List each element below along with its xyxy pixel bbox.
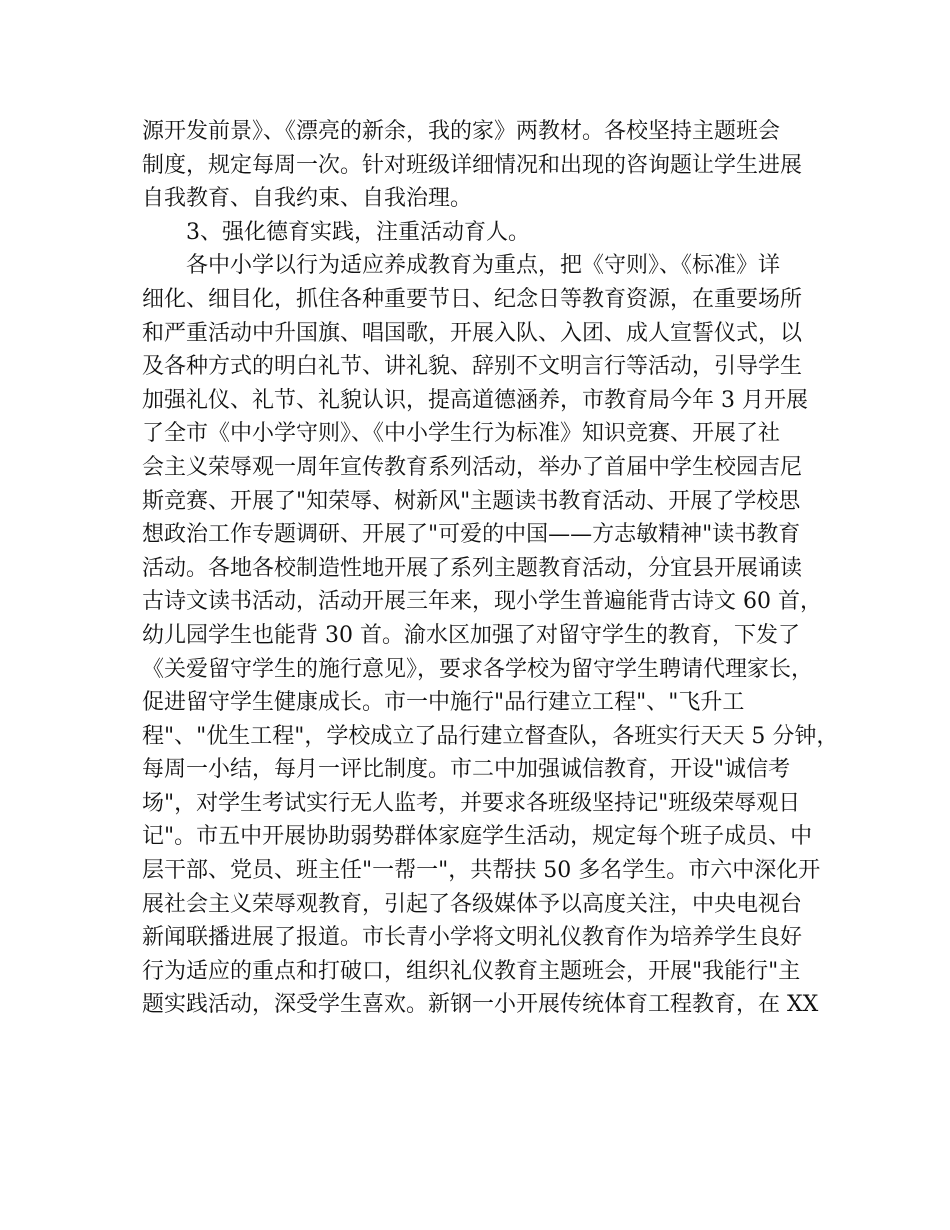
- text-line: 《关爱留守学生的施行意见》，要求各学校为留守学生聘请代理家长，: [142, 656, 814, 682]
- text-line: 幼儿园学生也能背 30 首。渝水区加强了对留守学生的教育，下发了: [142, 622, 800, 648]
- text-line: 细化、细目化，抓住各种重要节日、纪念日等教育资源，在重要场所: [142, 286, 803, 312]
- text-line: 记"。市五中开展协助弱势群体家庭学生活动，规定每个班子成员、中: [142, 824, 813, 850]
- text-line: 加强礼仪、礼节、礼貌认识，提高道德涵养，市教育局今年 3 月开展: [142, 387, 808, 413]
- text-line: 场"，对学生考试实行无人监考，并要求各班级坚持记"班级荣辱观日: [142, 790, 801, 816]
- text-line: 行为适应的重点和打破口，组织礼仪教育主题班会，开展"我能行"主: [142, 958, 801, 984]
- text-line: 想政治工作专题调研、开展了"可爱的中国——方志敏精神"读书教育: [142, 522, 801, 548]
- text-line: 及各种方式的明白礼节、讲礼貌、辞别不文明言行等活动，引导学生: [142, 354, 803, 380]
- text-line: 促进留守学生健康成长。市一中施行"品行建立工程"、"飞升工: [142, 690, 745, 716]
- paragraph-first-line: 各中小学以行为适应养成教育为重点，把《守则》、《标准》详: [186, 253, 781, 279]
- text-line: 源开发前景》、《漂亮的新余，我的家》两教材。各校坚持主题班会: [142, 119, 781, 144]
- text-line: 古诗文读书活动，活动开展三年来，现小学生普遍能背古诗文 60 首，: [142, 589, 822, 615]
- text-line: 斯竞赛、开展了"知荣辱、树新风"主题读书教育活动、开展了学校思: [142, 488, 801, 514]
- text-line: 新闻联播进展了报道。市长青小学将文明礼仪教育作为培养学生良好: [142, 925, 803, 951]
- body-text: [142, 115, 839, 1022]
- text-line: 每周一小结，每月一评比制度。市二中加强诚信教育，开设"诚信考: [142, 757, 791, 783]
- text-line: 会主义荣辱观一周年宣传教育系列活动，举办了首届中学生校园吉尼: [142, 454, 803, 480]
- text-line: 制度，规定每周一次。针对班级详细情况和出现的咨询题让学生进展: [142, 152, 803, 178]
- text-line: 层干部、党员、班主任"一帮一"，共帮扶 50 多名学生。市六中深化开: [142, 858, 821, 884]
- text-line: 活动。各地各校制造性地开展了系列主题教育活动，分宜县开展诵读: [142, 555, 803, 581]
- section-heading: 3、强化德育实践，注重活动育人。: [186, 219, 530, 245]
- text-line: 自我教育、自我约束、自我治理。: [142, 186, 473, 212]
- text-line: 了全市《中小学守则》、《中小学生行为标准》知识竞赛、开展了社: [142, 421, 781, 447]
- text-line: 展社会主义荣辱观教育，引起了各级媒体予以高度关注，中央电视台: [142, 891, 803, 917]
- text-line: 程"、"优生工程"，学校成立了品行建立督查队，各班实行天天 5 分钟，: [142, 723, 839, 749]
- text-line: 和严重活动中升国旗、唱国歌，开展入队、入团、成人宣誓仪式，以: [142, 320, 803, 346]
- text-line: 题实践活动，深受学生喜欢。新钢一小开展传统体育工程教育，在 XX: [142, 992, 819, 1018]
